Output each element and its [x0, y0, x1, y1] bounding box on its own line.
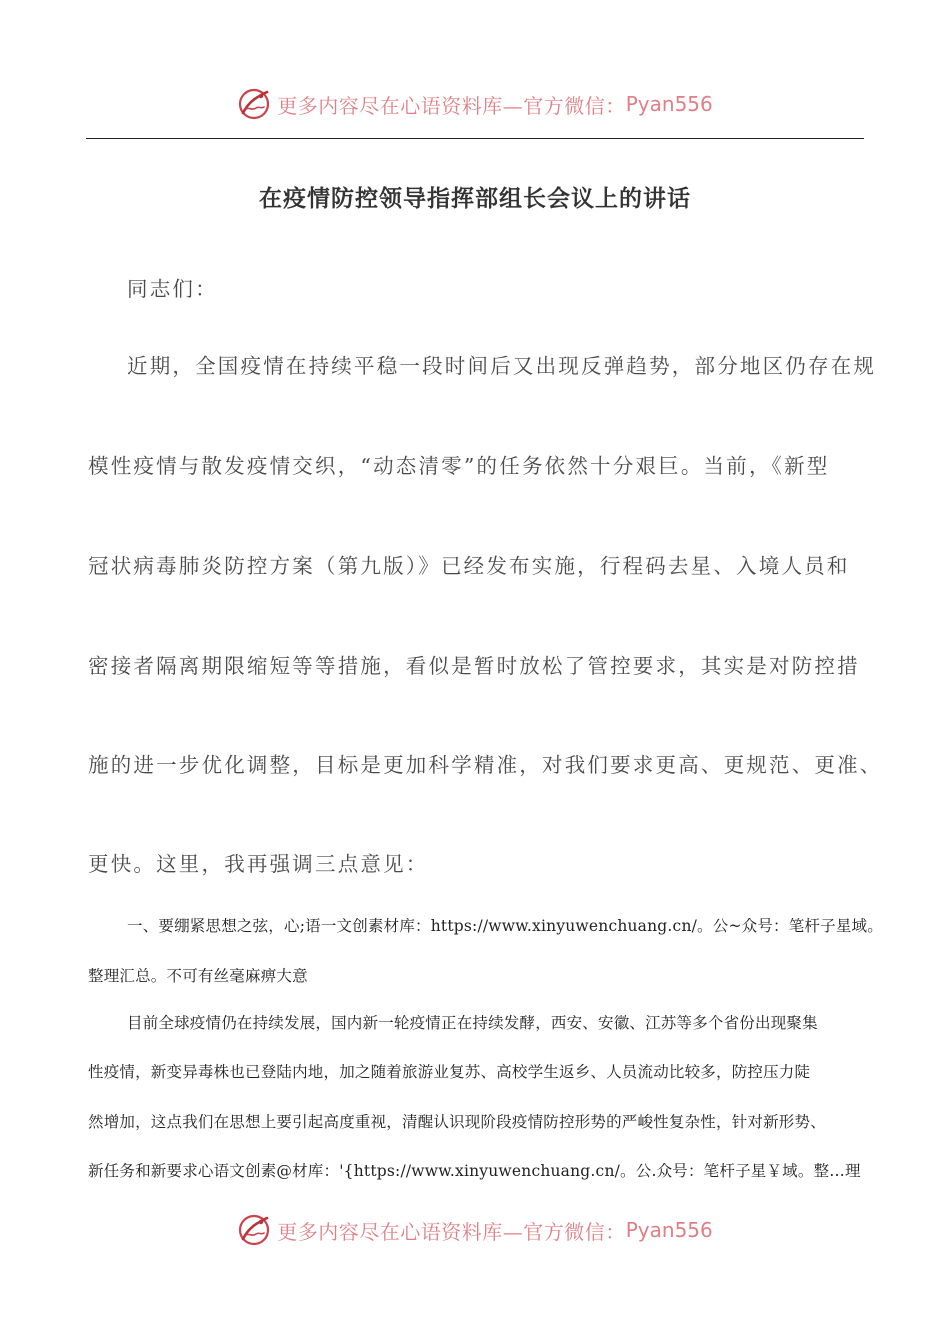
section-body-line: 新任务和新要求心语文创素@材库：'{https://www.xinyuwenchuang.cn/。公.众号：笔杆子星￥域。整…理: [88, 1162, 861, 1180]
footer-banner: [0, 1210, 950, 1250]
section-heading-line: 整理汇总。不可有丝毫麻痹大意: [88, 967, 308, 985]
section-heading-line: 一、要绷紧思想之弦，心;语一文创素材库：https://www.xinyuwenchuang.cn/。公~众号：笔杆子星域。: [127, 917, 883, 935]
intro-line: 更快。这里，我再强调三点意见：: [88, 852, 429, 876]
header-divider: [86, 138, 864, 139]
document-title: 在疫情防控领导指挥部组长会议上的讲话: [259, 185, 691, 212]
section-body-line: 目前全球疫情仍在持续发展，国内新一轮疫情正在持续发酵，西安、安徽、江苏等多个省份出现聚集: [127, 1014, 818, 1032]
banner-text: 更多内容尽在心语资料库—官方微信：: [277, 1219, 626, 1244]
intro-line: 模性疫情与散发疫情交织，“动态清零”的任务依然十分艰巨。当前，《新型: [88, 454, 830, 478]
signature-pen-logo-icon: [237, 87, 271, 121]
section-body-line: 性疫情，新变异毒株也已登陆内地，加之随着旅游业复苏、高校学生返乡、人员流动比较多，防控压力陡: [88, 1063, 811, 1081]
intro-line: 密接者隔离期限缩短等等措施，看似是暂时放松了管控要求，其实是对防控措: [88, 654, 860, 678]
intro-line: 施的进一步优化调整，目标是更加科学精准，对我们要求更高、更规范、更准、: [88, 753, 883, 777]
wechat-id: Pyan556: [625, 1218, 713, 1242]
greeting: 同志们：: [127, 277, 218, 301]
section-body-line: 然增加，这点我们在思想上要引起高度重视，清醒认识现阶段疫情防控形势的严峻性复杂性，针对新形势、: [88, 1113, 826, 1131]
signature-pen-logo-icon: [237, 1213, 271, 1247]
banner-text: 更多内容尽在心语资料库—官方微信：: [277, 93, 626, 118]
wechat-id: Pyan556: [625, 92, 713, 116]
header-banner: [0, 84, 950, 124]
intro-line: 冠状病毒肺炎防控方案（第九版）》已经发布实施，行程码去星、入境人员和: [88, 554, 850, 578]
intro-line: 近期，全国疫情在持续平稳一段时间后又出现反弹趋势，部分地区仍存在规: [127, 354, 877, 378]
